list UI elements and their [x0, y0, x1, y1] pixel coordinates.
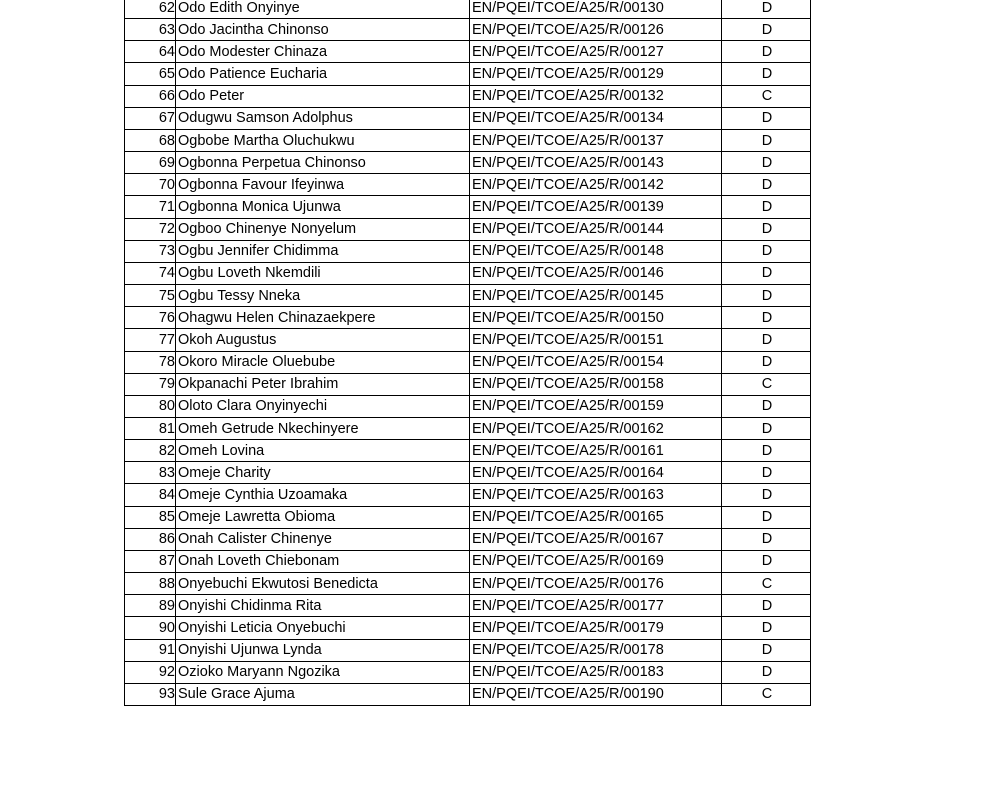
table-row [125, 218, 811, 240]
grade-cell: D [722, 417, 811, 439]
grade-cell: D [722, 41, 811, 63]
registration-number-cell: EN/PQEI/TCOE/A25/R/00154 [470, 351, 722, 373]
table-row [125, 129, 811, 151]
student-name-cell: Onyishi Chidinma Rita [176, 595, 470, 617]
serial-number-cell: 80 [125, 395, 176, 417]
serial-number-cell: 84 [125, 484, 176, 506]
serial-number-cell: 89 [125, 595, 176, 617]
registration-number-cell: EN/PQEI/TCOE/A25/R/00183 [470, 661, 722, 683]
serial-number-cell: 74 [125, 262, 176, 284]
registration-number-cell: EN/PQEI/TCOE/A25/R/00126 [470, 19, 722, 41]
table-row [125, 41, 811, 63]
serial-number-cell: 76 [125, 307, 176, 329]
grade-cell: D [722, 262, 811, 284]
serial-number-cell: 62 [125, 0, 176, 19]
serial-number-cell: 75 [125, 285, 176, 307]
grade-cell: D [722, 285, 811, 307]
table-row [125, 506, 811, 528]
serial-number-cell: 87 [125, 550, 176, 572]
grade-cell: D [722, 107, 811, 129]
table-row [125, 19, 811, 41]
student-name-cell: Ogbonna Favour Ifeyinwa [176, 174, 470, 196]
serial-number-cell: 72 [125, 218, 176, 240]
grade-cell: D [722, 440, 811, 462]
serial-number-cell: 79 [125, 373, 176, 395]
serial-number-cell: 71 [125, 196, 176, 218]
table-row [125, 174, 811, 196]
student-name-cell: Ogbu Tessy Nneka [176, 285, 470, 307]
table-row [125, 417, 811, 439]
student-name-cell: Omeh Lovina [176, 440, 470, 462]
table-row [125, 440, 811, 462]
serial-number-cell: 85 [125, 506, 176, 528]
registration-number-cell: EN/PQEI/TCOE/A25/R/00176 [470, 573, 722, 595]
grade-cell: D [722, 484, 811, 506]
registration-number-cell: EN/PQEI/TCOE/A25/R/00134 [470, 107, 722, 129]
table-row [125, 595, 811, 617]
student-name-cell: Odo Jacintha Chinonso [176, 19, 470, 41]
table-row [125, 285, 811, 307]
registration-number-cell: EN/PQEI/TCOE/A25/R/00161 [470, 440, 722, 462]
grade-cell: D [722, 0, 811, 19]
student-name-cell: Ogbonna Perpetua Chinonso [176, 152, 470, 174]
grade-cell: D [722, 351, 811, 373]
registration-number-cell: EN/PQEI/TCOE/A25/R/00159 [470, 395, 722, 417]
student-name-cell: Onyishi Leticia Onyebuchi [176, 617, 470, 639]
table-row [125, 462, 811, 484]
serial-number-cell: 81 [125, 417, 176, 439]
student-name-cell: Odo Peter [176, 85, 470, 107]
grade-cell: D [722, 63, 811, 85]
grade-cell: D [722, 661, 811, 683]
student-name-cell: Onah Calister Chinenye [176, 528, 470, 550]
serial-number-cell: 86 [125, 528, 176, 550]
table-row [125, 528, 811, 550]
table-row [125, 661, 811, 683]
serial-number-cell: 68 [125, 129, 176, 151]
registration-number-cell: EN/PQEI/TCOE/A25/R/00137 [470, 129, 722, 151]
student-name-cell: Ogbobe Martha Oluchukwu [176, 129, 470, 151]
serial-number-cell: 66 [125, 85, 176, 107]
registration-number-cell: EN/PQEI/TCOE/A25/R/00190 [470, 683, 722, 705]
student-name-cell: Okoh Augustus [176, 329, 470, 351]
registration-number-cell: EN/PQEI/TCOE/A25/R/00127 [470, 41, 722, 63]
table-row [125, 107, 811, 129]
registration-number-cell: EN/PQEI/TCOE/A25/R/00167 [470, 528, 722, 550]
table-row [125, 484, 811, 506]
student-name-cell: Sule Grace Ajuma [176, 683, 470, 705]
student-name-cell: Omeje Lawretta Obioma [176, 506, 470, 528]
table-row [125, 395, 811, 417]
registration-number-cell: EN/PQEI/TCOE/A25/R/00164 [470, 462, 722, 484]
registration-number-cell: EN/PQEI/TCOE/A25/R/00165 [470, 506, 722, 528]
registration-number-cell: EN/PQEI/TCOE/A25/R/00148 [470, 240, 722, 262]
table-row [125, 152, 811, 174]
table-row [125, 550, 811, 572]
student-name-cell: Onyebuchi Ekwutosi Benedicta [176, 573, 470, 595]
table-row [125, 262, 811, 284]
table-row [125, 617, 811, 639]
grade-cell: D [722, 595, 811, 617]
grade-cell: D [722, 528, 811, 550]
results-table-body [125, 0, 811, 706]
student-name-cell: Oloto Clara Onyinyechi [176, 395, 470, 417]
student-name-cell: Ozioko Maryann Ngozika [176, 661, 470, 683]
registration-number-cell: EN/PQEI/TCOE/A25/R/00150 [470, 307, 722, 329]
registration-number-cell: EN/PQEI/TCOE/A25/R/00146 [470, 262, 722, 284]
student-name-cell: Okpanachi Peter Ibrahim [176, 373, 470, 395]
serial-number-cell: 65 [125, 63, 176, 85]
table-row [125, 573, 811, 595]
table-row [125, 351, 811, 373]
registration-number-cell: EN/PQEI/TCOE/A25/R/00151 [470, 329, 722, 351]
student-name-cell: Omeh Getrude Nkechinyere [176, 417, 470, 439]
registration-number-cell: EN/PQEI/TCOE/A25/R/00129 [470, 63, 722, 85]
serial-number-cell: 63 [125, 19, 176, 41]
student-name-cell: Omeje Cynthia Uzoamaka [176, 484, 470, 506]
table-row [125, 373, 811, 395]
registration-number-cell: EN/PQEI/TCOE/A25/R/00142 [470, 174, 722, 196]
registration-number-cell: EN/PQEI/TCOE/A25/R/00179 [470, 617, 722, 639]
table-row [125, 307, 811, 329]
grade-cell: C [722, 373, 811, 395]
serial-number-cell: 93 [125, 683, 176, 705]
grade-cell: D [722, 174, 811, 196]
table-row [125, 639, 811, 661]
registration-number-cell: EN/PQEI/TCOE/A25/R/00132 [470, 85, 722, 107]
results-table [124, 0, 811, 706]
grade-cell: D [722, 462, 811, 484]
grade-cell: D [722, 639, 811, 661]
student-name-cell: Odugwu Samson Adolphus [176, 107, 470, 129]
student-name-cell: Onyishi Ujunwa Lynda [176, 639, 470, 661]
grade-cell: D [722, 307, 811, 329]
grade-cell: D [722, 196, 811, 218]
serial-number-cell: 78 [125, 351, 176, 373]
student-name-cell: Onah Loveth Chiebonam [176, 550, 470, 572]
student-name-cell: Ogboo Chinenye Nonyelum [176, 218, 470, 240]
table-row [125, 240, 811, 262]
grade-cell: D [722, 129, 811, 151]
student-name-cell: Ogbu Jennifer Chidimma [176, 240, 470, 262]
registration-number-cell: EN/PQEI/TCOE/A25/R/00163 [470, 484, 722, 506]
registration-number-cell: EN/PQEI/TCOE/A25/R/00169 [470, 550, 722, 572]
grade-cell: D [722, 550, 811, 572]
registration-number-cell: EN/PQEI/TCOE/A25/R/00143 [470, 152, 722, 174]
student-name-cell: Okoro Miracle Oluebube [176, 351, 470, 373]
serial-number-cell: 77 [125, 329, 176, 351]
grade-cell: D [722, 19, 811, 41]
serial-number-cell: 64 [125, 41, 176, 63]
table-row [125, 85, 811, 107]
registration-number-cell: EN/PQEI/TCOE/A25/R/00130 [470, 0, 722, 19]
student-name-cell: Ogbonna Monica Ujunwa [176, 196, 470, 218]
student-name-cell: Ogbu Loveth Nkemdili [176, 262, 470, 284]
registration-number-cell: EN/PQEI/TCOE/A25/R/00178 [470, 639, 722, 661]
grade-cell: D [722, 240, 811, 262]
table-row [125, 683, 811, 705]
serial-number-cell: 92 [125, 661, 176, 683]
student-name-cell: Odo Edith Onyinye [176, 0, 470, 19]
registration-number-cell: EN/PQEI/TCOE/A25/R/00177 [470, 595, 722, 617]
registration-number-cell: EN/PQEI/TCOE/A25/R/00144 [470, 218, 722, 240]
table-row [125, 329, 811, 351]
grade-cell: D [722, 617, 811, 639]
grade-cell: D [722, 395, 811, 417]
serial-number-cell: 69 [125, 152, 176, 174]
registration-number-cell: EN/PQEI/TCOE/A25/R/00162 [470, 417, 722, 439]
grade-cell: C [722, 85, 811, 107]
grade-cell: D [722, 329, 811, 351]
student-name-cell: Omeje Charity [176, 462, 470, 484]
serial-number-cell: 83 [125, 462, 176, 484]
serial-number-cell: 73 [125, 240, 176, 262]
grade-cell: C [722, 683, 811, 705]
table-row [125, 63, 811, 85]
serial-number-cell: 91 [125, 639, 176, 661]
student-name-cell: Ohagwu Helen Chinazaekpere [176, 307, 470, 329]
registration-number-cell: EN/PQEI/TCOE/A25/R/00158 [470, 373, 722, 395]
serial-number-cell: 90 [125, 617, 176, 639]
student-name-cell: Odo Patience Eucharia [176, 63, 470, 85]
serial-number-cell: 88 [125, 573, 176, 595]
table-row [125, 196, 811, 218]
registration-number-cell: EN/PQEI/TCOE/A25/R/00139 [470, 196, 722, 218]
table-row [125, 0, 811, 19]
student-name-cell: Odo Modester Chinaza [176, 41, 470, 63]
grade-cell: C [722, 573, 811, 595]
serial-number-cell: 70 [125, 174, 176, 196]
serial-number-cell: 82 [125, 440, 176, 462]
serial-number-cell: 67 [125, 107, 176, 129]
grade-cell: D [722, 218, 811, 240]
grade-cell: D [722, 152, 811, 174]
grade-cell: D [722, 506, 811, 528]
registration-number-cell: EN/PQEI/TCOE/A25/R/00145 [470, 285, 722, 307]
